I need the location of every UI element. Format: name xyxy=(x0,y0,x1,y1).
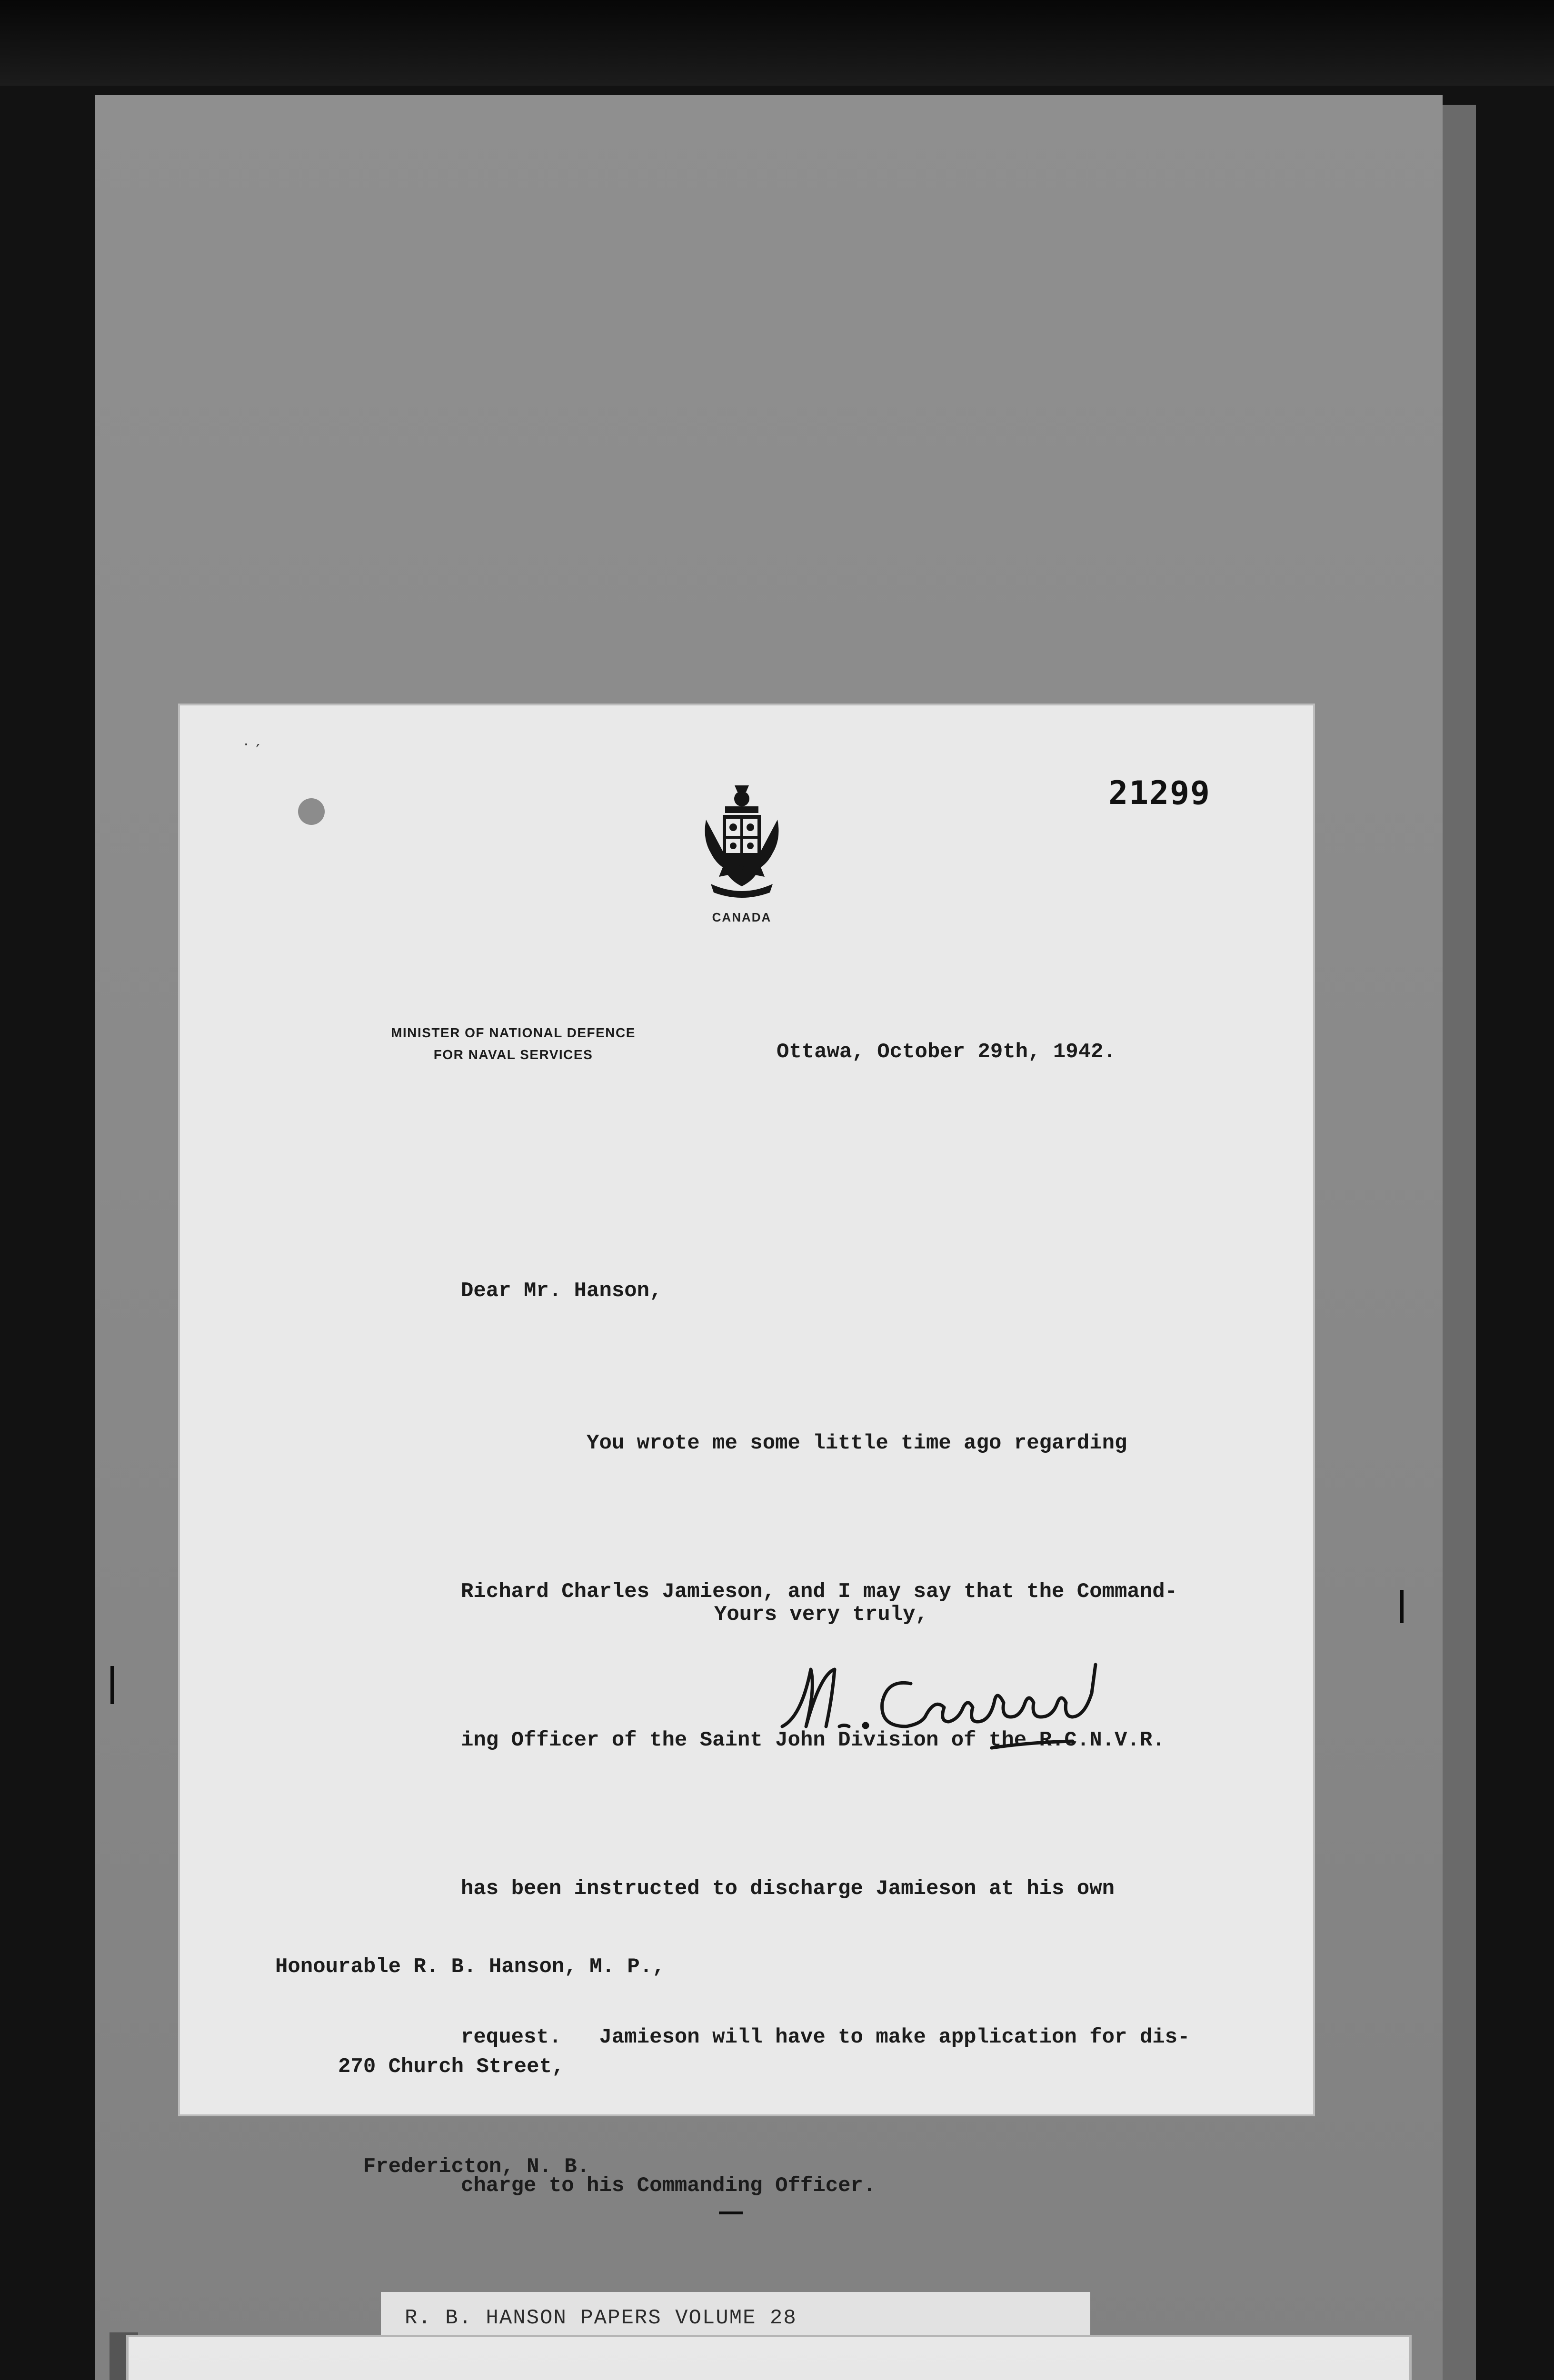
letterhead-ministry xyxy=(366,1022,661,1066)
punch-hole xyxy=(298,798,325,825)
body-line: request. Jamieson will have to make application for dis- xyxy=(461,2025,1190,2049)
body-line: charge to his Commanding Officer. xyxy=(461,2174,876,2198)
volume-label-text: R. B. HANSON PAPERS VOLUME 28 xyxy=(405,2306,797,2330)
recipient-address xyxy=(275,1884,665,2250)
alignment-mark xyxy=(719,2211,743,2214)
margin-mark xyxy=(110,1666,114,1704)
paper-specks: ˙ ′ xyxy=(242,741,260,761)
salutation: Dear Mr. Hanson, xyxy=(461,1279,662,1303)
body-line: You wrote me some little time ago regarding xyxy=(461,1431,1127,1455)
ministry-line-2: FOR NAVAL SERVICES xyxy=(433,1047,593,1062)
coat-of-arms-icon xyxy=(697,782,787,901)
ministry-line-1: MINISTER OF NATIONAL DEFENCE xyxy=(391,1025,636,1040)
address-line: 270 Church Street, xyxy=(275,2055,565,2079)
margin-mark xyxy=(1400,1590,1404,1623)
handwritten-signature xyxy=(768,1646,1149,1769)
dateline: Ottawa, October 29th, 1942. xyxy=(777,1040,1116,1064)
body-line: has been instructed to discharge Jamieson at his own xyxy=(461,1877,1115,1901)
address-line: Fredericton, N. B. xyxy=(275,2155,590,2179)
archives-stamp-card xyxy=(129,2337,1409,2380)
film-edge-top xyxy=(0,0,1554,86)
body-line: ing Officer of the Saint John Division of the R.C.N.V.R. xyxy=(461,1728,1165,1752)
address-line: Honourable R. B. Hanson, M. P., xyxy=(275,1955,665,1979)
backing-edge xyxy=(1443,105,1476,2380)
closing: Yours very truly, xyxy=(714,1603,928,1626)
document-number: 21299 xyxy=(1108,774,1211,812)
body-line: Richard Charles Jamieson, and I may say that the Command- xyxy=(461,1580,1178,1604)
letter-page xyxy=(180,705,1313,2198)
crest-caption: CANADA xyxy=(712,910,772,924)
